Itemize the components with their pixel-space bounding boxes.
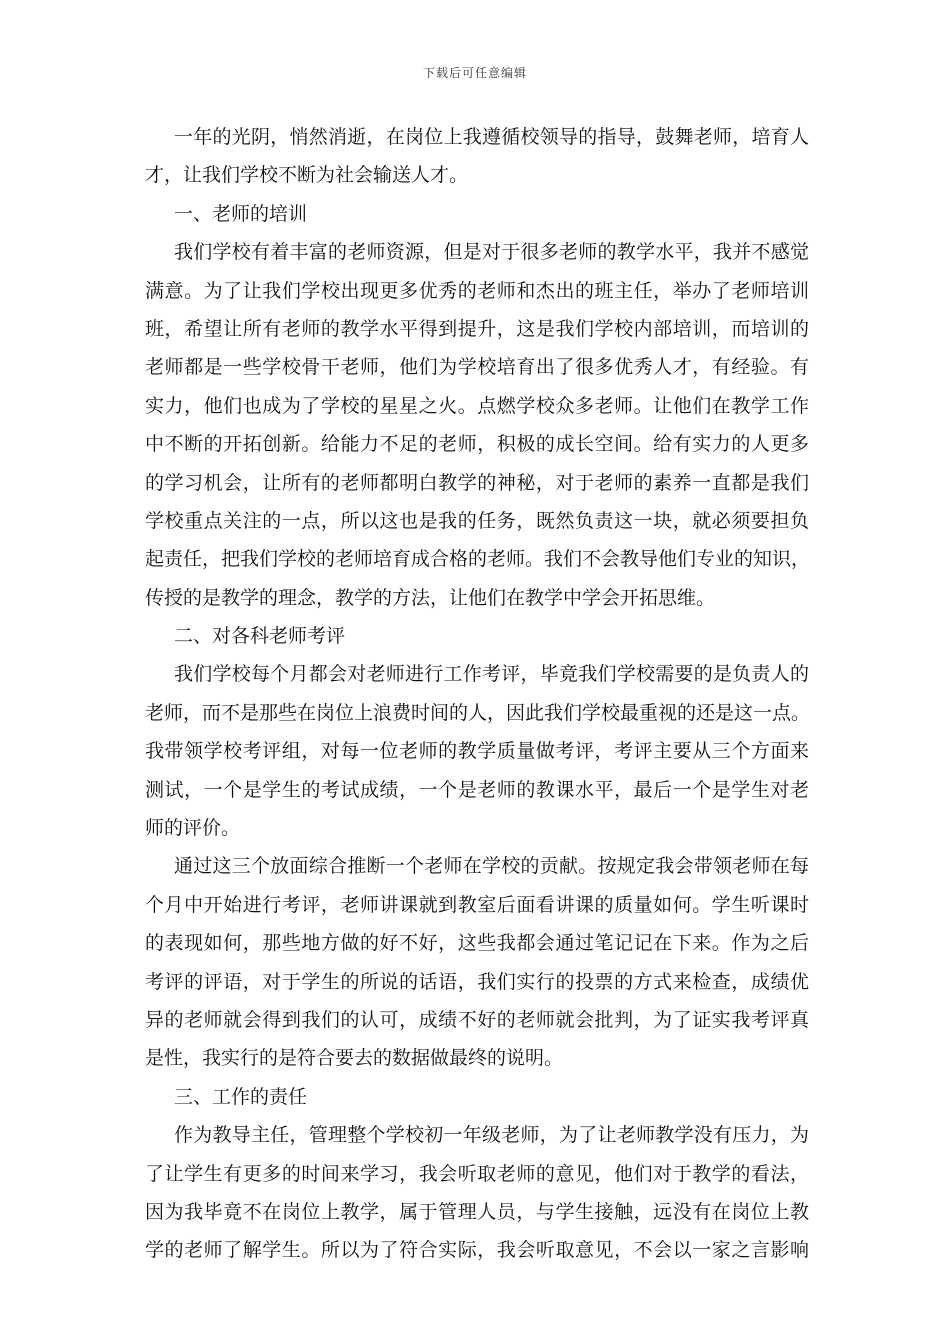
text-line: 老师都是一些学校骨干老师，他们为学校培育出了很多优秀人才，有经验。有 (145, 356, 809, 379)
page-header-note: 下载后可任意编辑 (422, 66, 527, 80)
text-line: 的表现如何，那些地方做的好不好，这些我都会通过笔记记在下来。作为之后 (145, 932, 809, 955)
text-line: 起责任，把我们学校的老师培育成合格的老师。我们不会教导他们专业的知识， (145, 548, 811, 571)
text-line: 了让学生有更多的时间来学习，我会听取老师的意见，他们对于教学的看法， (145, 1162, 809, 1185)
text-line: 中不断的开拓创新。给能力不足的老师，积极的成长空间。给有实力的人更多 (145, 433, 809, 456)
text-line: 个月中开始进行考评，老师讲课就到教室后面看讲课的质量如何。学生听课时 (145, 893, 809, 916)
text-line: 满意。为了让我们学校出现更多优秀的老师和杰出的班主任，举办了老师培训 (145, 279, 809, 302)
text-line: 班，希望让所有老师的教学水平得到提升，这是我们学校内部培训，而培训的 (145, 317, 809, 340)
text-line: 考评的评语，对于学生的所说的话语，我们实行的投票的方式来检查，成绩优 (145, 970, 809, 993)
section-heading: 二、对各科老师考评 (174, 625, 346, 648)
text-line: 作为教导主任，管理整个学校初一年级老师，为了让老师教学没有压力，为 (174, 1124, 809, 1147)
text-line: 通过这三个放面综合推断一个老师在学校的贡献。按规定我会带领老师在每 (174, 855, 809, 878)
section-heading: 三、工作的责任 (174, 1085, 308, 1108)
text-line: 异的老师就会得到我们的认可，成绩不好的老师就会批判，为了证实我考评真 (145, 1008, 809, 1031)
text-line: 我们学校每个月都会对老师进行工作考评，毕竟我们学校需要的是负责人的 (174, 663, 809, 686)
text-line: 学的老师了解学生。所以为了符合实际，我会听取意见，不会以一家之言影响 (145, 1239, 809, 1262)
text-line: 因为我毕竟不在岗位上教学，属于管理人员，与学生接触，远没有在岗位上教 (145, 1200, 809, 1223)
text-line: 老师，而不是那些在岗位上浪费时间的人，因此我们学校最重视的还是这一点。 (145, 701, 811, 724)
text-line: 师的评价。 (145, 817, 241, 840)
text-line: 测试，一个是学生的考试成绩，一个是老师的教课水平，最后一个是学生对老 (145, 778, 809, 801)
text-line: 学校重点关注的一点，所以这也是我的任务，既然负责这一块，就必须要担负 (145, 509, 809, 532)
text-line: 我带领学校考评组，对每一位老师的教学质量做考评，考评主要从三个方面来 (145, 740, 809, 763)
section-heading: 一、老师的培训 (174, 202, 308, 225)
text-line: 的学习机会，让所有的老师都明白教学的神秘，对于老师的素养一直都是我们 (145, 471, 809, 494)
text-line: 是性，我实行的是符合要去的数据做最终的说明。 (145, 1047, 564, 1070)
text-line: 实力，他们也成为了学校的星星之火。点燃学校众多老师。让他们在教学工作 (145, 394, 809, 417)
text-line: 一年的光阴，悄然消逝，在岗位上我遵循校领导的指导，鼓舞老师，培育人 (174, 126, 809, 148)
text-line: 我们学校有着丰富的老师资源，但是对于很多老师的教学水平，我并不感觉 (174, 241, 809, 264)
text-line: 传授的是教学的理念，教学的方法，让他们在教学中学会开拓思维。 (145, 586, 716, 609)
text-line: 才，让我们学校不断为社会输送人才。 (145, 164, 469, 187)
document-body (145, 118, 809, 1270)
